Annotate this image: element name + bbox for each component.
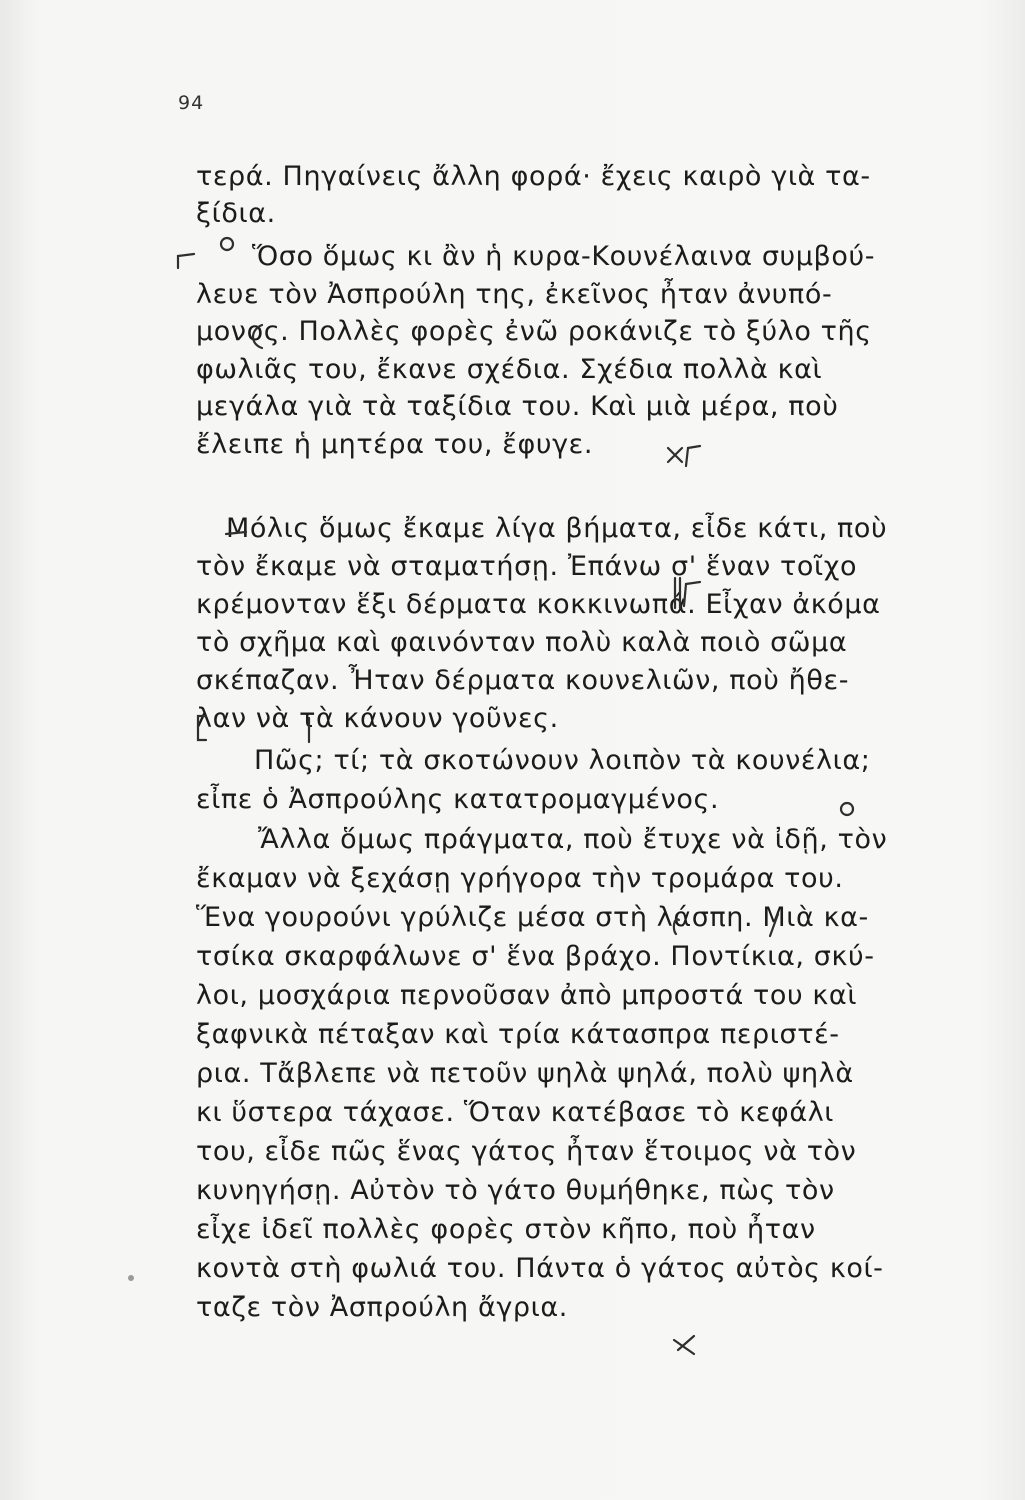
text-line: ξαφνικὰ πέταξαν καὶ τρία κάτασπρα περιστέ- [196,1019,840,1050]
text-line: τὸν ἔκαμε νὰ σταματήσῃ. Ἐπάνω σ' ἕναν τοῖχο [196,551,858,582]
text-line: Πῶς; τί; τὰ σκοτώνουν λοιπὸν τὰ κουνέλια; [254,745,871,776]
text-line: ἔλειπε ἡ μητέρα του, ἔφυγε. [196,429,594,460]
text-line: μεγάλα γιὰ τὰ ταξίδια του. Καὶ μιὰ μέρα, ποὺ [196,391,839,422]
text-line: Μόλις ὅμως ἔκαμε λίγα βήματα, εἶδε κάτι, ποὺ [226,513,888,544]
text-line: Ὅσο ὅμως κι ἂν ἡ κυρα-Κουνέλαινα συμβού- [252,241,876,272]
text-line: τερά. Πηγαίνεις ἄλλη φορά· ἔχεις καιρὸ γιὰ τα- [196,161,871,192]
text-line: κρέμονταν ἕξι δέρματα κοκκινωπά. Εἶχαν ἀκόμα [196,589,881,620]
text-line: εἶχε ἰδεῖ πολλὲς φορὲς στὸν κῆπο, ποὺ ἦταν [196,1214,816,1245]
text-line: σκέπαζαν. Ἦταν δέρματα κουνελιῶν, ποὺ ἤθε- [196,665,850,696]
text-line: λοι, μοσχάρια περνοῦσαν ἀπὸ μπροστά του καὶ [196,980,858,1011]
text-line: τσίκα σκαρφάλωνε σ' ἕνα βράχο. Ποντίκια, σκύ- [196,941,875,972]
text-line: του, εἶδε πῶς ἕνας γάτος ἦταν ἕτοιμος νὰ τὸν [196,1136,857,1167]
text-line: κι ὕστερα τάχασε. Ὅταν κατέβασε τὸ κεφάλι [196,1097,835,1128]
text-line: εἶπε ὁ Ἀσπρούλης κατατρομαγμένος. [196,784,720,815]
text-line: ρια. Τἄβλεπε νὰ πετοῦν ψηλὰ ψηλά, πολὺ ψηλὰ [196,1058,854,1089]
text-line: λευε τὸν Ἀσπρούλη της, ἐκεῖνος ἦταν ἀνυπό- [196,279,833,310]
text-line: λαν νὰ τὰ κάνουν γοῦνες. [196,703,559,734]
text-line: μονος. Πολλὲς φορὲς ἐνῶ ροκάνιζε τὸ ξύλο τῆς [196,316,872,347]
page-number: 94 [178,92,205,114]
margin-dot [128,1275,134,1281]
text-line: φωλιᾶς του, ἔκανε σχέδια. Σχέδια πολλὰ καὶ [196,354,823,385]
text-line: κυνηγήσῃ. Αὐτὸν τὸ γάτο θυμήθηκε, πὼς τὸν [196,1175,835,1206]
text-line: Ἕνα γουρούνι γρύλιζε μέσα στὴ λάσπη. Μιὰ κα- [196,902,869,933]
text-line: ἔκαμαν νὰ ξεχάσῃ γρήγορα τὴν τρομάρα του. [196,863,844,894]
text-line: Ἄλλα ὅμως πράγματα, ποὺ ἔτυχε νὰ ἰδῇ, τὸν [258,824,888,855]
text-line: κοντὰ στὴ φωλιά του. Πάντα ὁ γάτος αὐτὸς κοί- [196,1253,884,1284]
text-line: ξίδια. [196,198,276,229]
text-line: τὸ σχῆμα καὶ φαινόνταν πολὺ καλὰ ποιὸ σῶμα [196,627,848,658]
text-line: ταζε τὸν Ἀσπρούλη ἄγρια. [196,1292,568,1323]
